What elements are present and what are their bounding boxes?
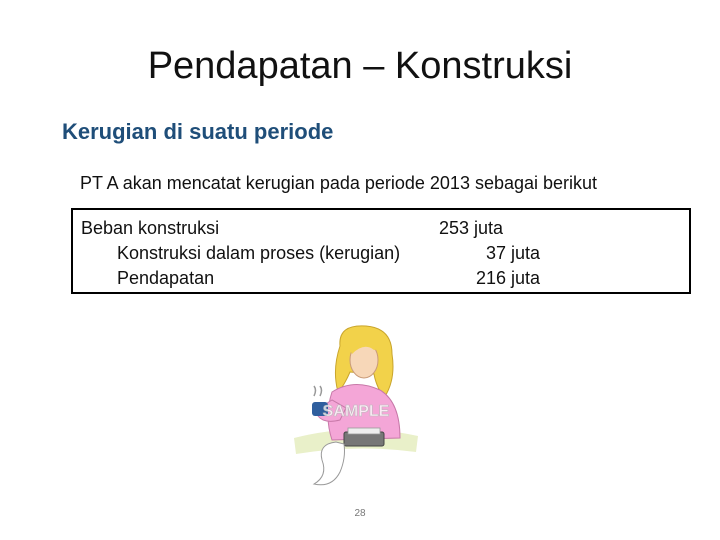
row-label: Konstruksi dalam proses (kerugian) [117, 243, 401, 263]
slide-title: Pendapatan – Konstruksi [147, 45, 573, 87]
slide-subtitle: Kerugian di suatu periode [62, 119, 334, 144]
row-label: Beban konstruksi [81, 218, 220, 238]
row-amount: 37 juta [486, 243, 541, 263]
row-label: Pendapatan [117, 268, 215, 288]
woman-with-calculator-icon [288, 320, 424, 490]
row-amount: 253 juta [439, 218, 504, 238]
intro-text: PT A akan mencatat kerugian pada periode 2013 sebagai berikut [80, 173, 598, 193]
clipart-watermark: SAMPLE [322, 403, 390, 420]
journal-box [71, 208, 691, 294]
page-number: 28 [354, 508, 366, 519]
row-amount: 216 juta [476, 268, 541, 288]
